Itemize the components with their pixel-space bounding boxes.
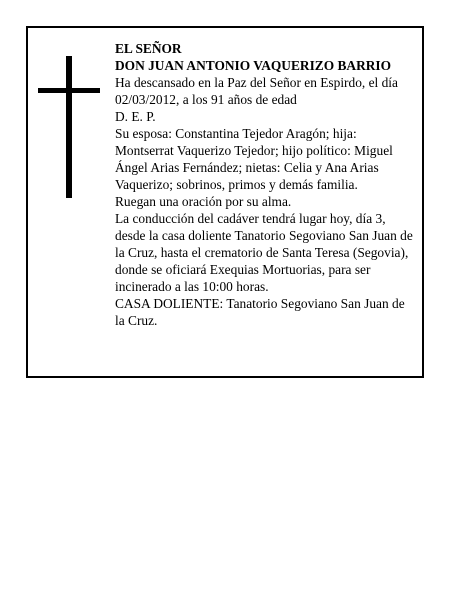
notice-line: donde se oficiará Exequias Mortuorias, para ser [115, 262, 371, 277]
notice-line: Ángel Arias Fernández; nietas: Celia y Ana Arias [115, 160, 379, 175]
cross-icon [38, 56, 100, 198]
obituary-notice [26, 26, 424, 378]
notice-line: Ha descansado en la Paz del Señor en Espirdo, el día [115, 75, 398, 90]
notice-line: 02/03/2012, a los 91 años de edad [115, 92, 297, 107]
notice-text [115, 40, 421, 329]
notice-line: D. E. P. [115, 109, 156, 124]
notice-line: Su esposa: Constantina Tejedor Aragón; hija: [115, 126, 357, 141]
notice-line: la Cruz, hasta el crematorio de Santa Teresa (Segovia), [115, 245, 409, 260]
notice-line: Montserrat Vaquerizo Tejedor; hijo político: Miguel [115, 143, 393, 158]
notice-line: incinerado a las 10:00 horas. [115, 279, 269, 294]
cross-horizontal-bar [38, 88, 100, 93]
notice-line: La conducción del cadáver tendrá lugar hoy, día 3, [115, 211, 386, 226]
cross-vertical-bar [66, 56, 72, 198]
notice-title-line1: EL SEÑOR [115, 41, 182, 56]
notice-line: la Cruz. [115, 313, 158, 328]
notice-line: Vaquerizo; sobrinos, primos y demás familia. [115, 177, 358, 192]
notice-line: CASA DOLIENTE: Tanatorio Segoviano San Juan de [115, 296, 405, 311]
notice-line: Ruegan una oración por su alma. [115, 194, 292, 209]
notice-line: desde la casa doliente Tanatorio Segoviano San Juan de [115, 228, 413, 243]
notice-title-line2: DON JUAN ANTONIO VAQUERIZO BARRIO [115, 58, 392, 73]
